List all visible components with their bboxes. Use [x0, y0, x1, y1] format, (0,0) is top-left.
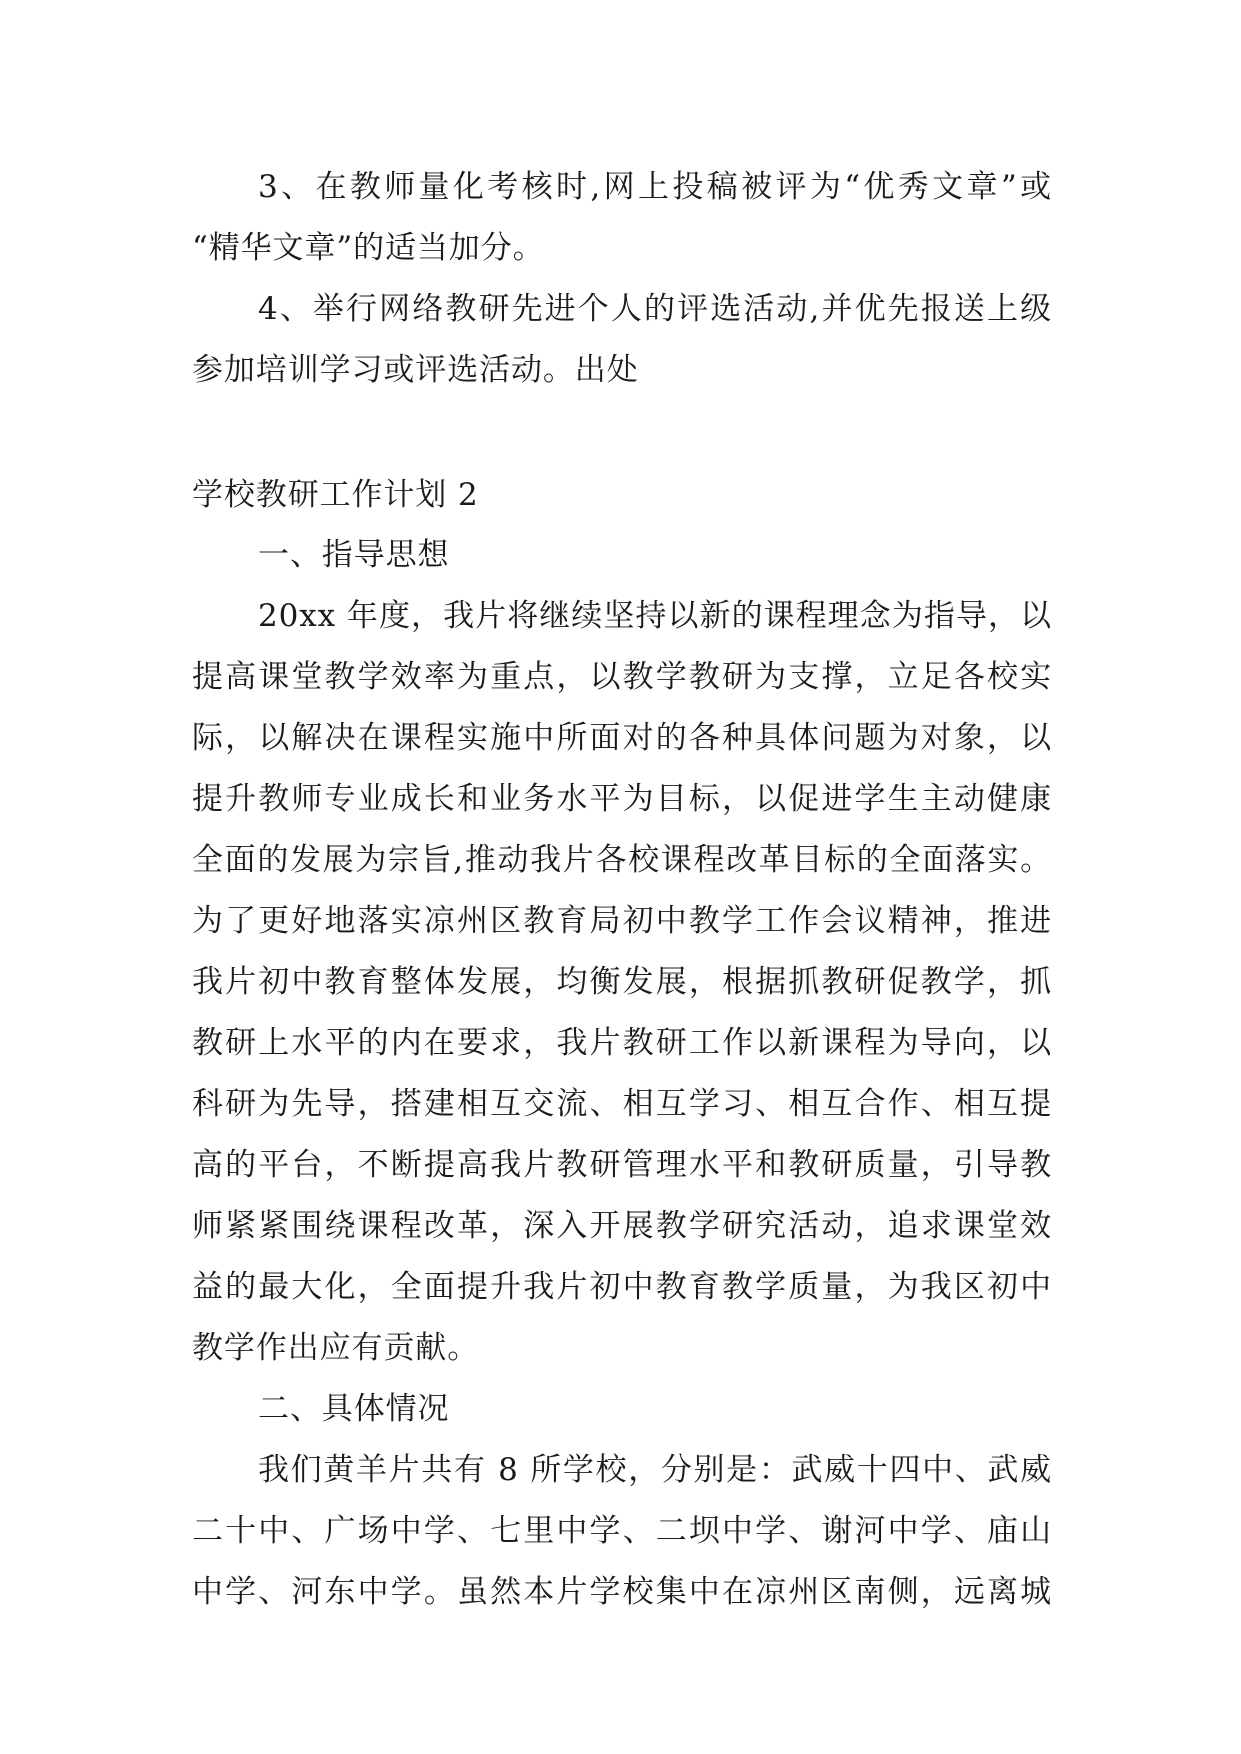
section-title: 学校教研工作计划 2	[192, 477, 479, 513]
paragraph-line: 参加培训学习或评选活动。出处	[192, 352, 639, 388]
paragraph-line: 提高课堂教学效率为重点，以教学教研为支撑，立足各校实	[192, 659, 1052, 695]
paragraph-line: 我们黄羊片共有 8 所学校，分别是：武威十四中、武威	[258, 1452, 1052, 1488]
paragraph-line: 教研上水平的内在要求，我片教研工作以新课程为导向，以	[192, 1025, 1052, 1061]
paragraph-line: 际，以解决在课程实施中所面对的各种具体问题为对象，以	[192, 720, 1052, 756]
section-heading: 一、指导思想	[258, 537, 450, 573]
paragraph-line: 我片初中教育整体发展，均衡发展，根据抓教研促教学，抓	[192, 964, 1052, 1000]
paragraph-line: 二十中、广场中学、七里中学、二坝中学、谢河中学、庙山	[192, 1513, 1052, 1549]
paragraph-line: 师紧紧围绕课程改革，深入开展教学研究活动，追求课堂效	[192, 1208, 1052, 1244]
section-heading: 二、具体情况	[258, 1391, 450, 1427]
paragraph-line: 中学、河东中学。虽然本片学校集中在凉州区南侧，远离城	[192, 1574, 1052, 1610]
paragraph-line: 提升教师专业成长和业务水平为目标，以促进学生主动健康	[192, 781, 1052, 817]
paragraph-line: 4、举行网络教研先进个人的评选活动,并优先报送上级	[258, 291, 1052, 327]
paragraph-line: 20xx 年度，我片将继续坚持以新的课程理念为指导，以	[258, 598, 1052, 634]
paragraph-line: 3、在教师量化考核时,网上投稿被评为“优秀文章”或	[258, 169, 1052, 205]
paragraph-line: 科研为先导，搭建相互交流、相互学习、相互合作、相互提	[192, 1086, 1052, 1122]
paragraph-line: “精华文章”的适当加分。	[192, 230, 545, 266]
paragraph-line: 全面的发展为宗旨,推动我片各校课程改革目标的全面落实。	[192, 842, 1052, 878]
paragraph-line: 教学作出应有贡献。	[192, 1330, 480, 1366]
paragraph-line: 为了更好地落实凉州区教育局初中教学工作会议精神，推进	[192, 903, 1052, 939]
paragraph-line: 益的最大化，全面提升我片初中教育教学质量，为我区初中	[192, 1269, 1052, 1305]
paragraph-line: 高的平台，不断提高我片教研管理水平和教研质量，引导教	[192, 1147, 1052, 1183]
